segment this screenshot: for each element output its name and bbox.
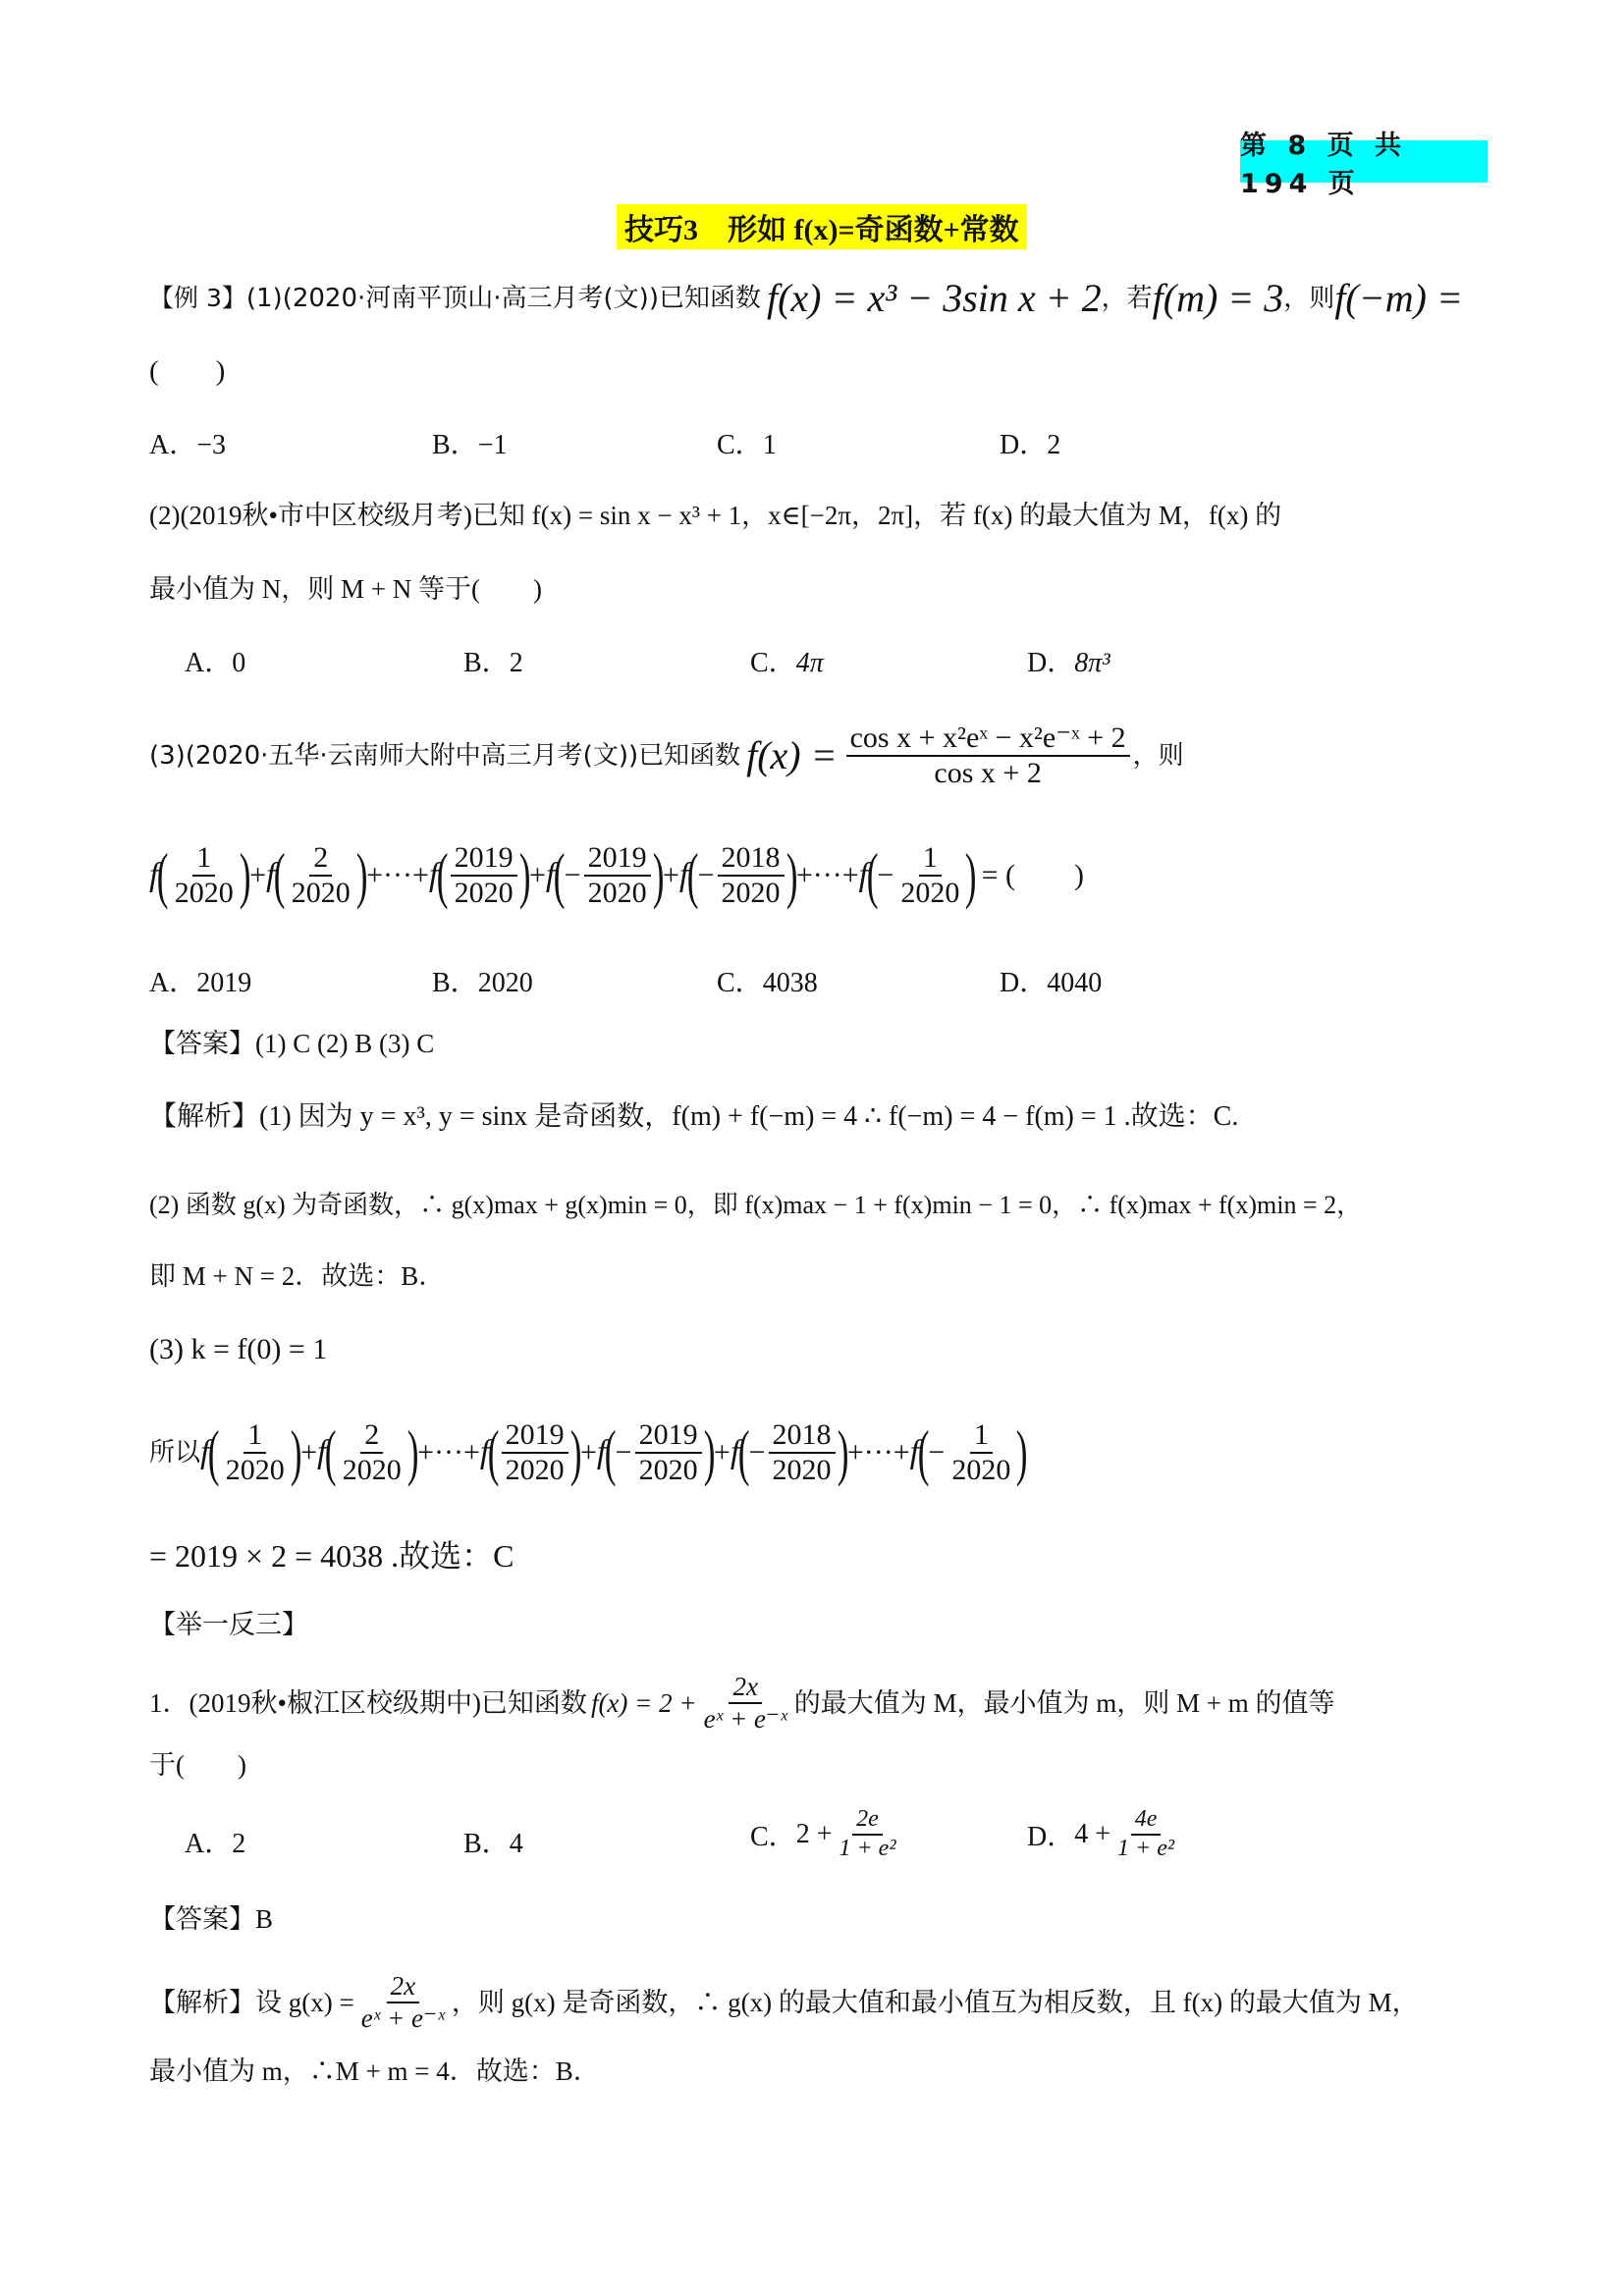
analysis-part3-result: = 2019 × 2 = 4038 .故选：C	[149, 1538, 514, 1574]
q2-option-a: A．0	[185, 648, 246, 678]
analysis-part2-line1: (2) 函数 g(x) 为奇函数，∴ g(x)max + g(x)min = 0，即 f(x)max − 1 + f(x)min − 1 = 0，∴ f(x)max + f(x)min = 2，	[149, 1191, 1363, 1219]
q2-stem-line2: 最小值为 N，则 M + N 等于( )	[149, 574, 542, 604]
q2-option-c: C．4π	[750, 648, 824, 678]
practice-option-c: C． 2 + $\frac{2e}{\text{1 + e²}}$	[750, 1806, 896, 1861]
practice-q1-stem: 1．(2019秋•椒江区校级期中)已知函数 f(x) = 2 + $\frac{2x}{\text{eˣ + e⁻ˣ}}$ 的最大值为 M，最小值为 m，则 M + m 的值等	[149, 1671, 1335, 1734]
q3-option-b: B．2020	[432, 968, 533, 998]
practice-q1-line2: 于( )	[149, 1750, 246, 1780]
example-q1-stem	[149, 276, 1463, 320]
q3-stem: (3)(2020·五华·云南师大附中高三月考(文))已知函数 f(x) = $\frac{\text{cos x + x²eˣ − x²e⁻ˣ + 2}}{\text{cos x + 2}}$ ，则	[149, 721, 1184, 789]
answer-blank: ( )	[149, 355, 226, 387]
analysis-part3-line1: (3) k = f(0) = 1	[149, 1333, 328, 1365]
q3-option-c: C．4038	[717, 968, 818, 998]
q1-option-b: B．−1	[432, 430, 508, 460]
practice-option-a: A．2	[185, 1829, 246, 1859]
practice-answer: 【答案】B	[149, 1904, 274, 1934]
q1-mid2: ，则	[1283, 284, 1335, 313]
q1-ask: f(−m) =	[1334, 276, 1463, 320]
practice-analysis-line1: 【解析】设 g(x) = $\frac{2x}{\text{eˣ + e⁻ˣ}}$ ，则 g(x) 是奇函数，∴ g(x) 的最大值和最小值互为相反数，且 f(x) 的最大值为 M，	[149, 1970, 1419, 2033]
q3-option-a: A．2019	[149, 968, 252, 998]
q1-cond: f(m) = 3	[1152, 276, 1284, 320]
q2-stem-line1: (2)(2019秋•市中区校级月考)已知 f(x) = sin x − x³ + 1，x∈[−2π，2π]，若 f(x) 的最大值为 M，f(x) 的	[149, 501, 1282, 530]
q3-fraction: $\frac{\text{cos x + x²eˣ − x²e⁻ˣ + 2}}{\text{cos x + 2}}$	[846, 721, 1130, 791]
q1-option-a: A．−3	[149, 430, 227, 460]
q3-sum-expression: f ( $\frac{1}{2020}$ ) + f ( $\frac{2}{2020}$ ) +···+ f ( $\frac{2019}{2020}$ ) + f ( − $\frac{2019}{2020}$ ) + f ( − $\frac{2018}{2020}$ ) +···+ f ( − $\frac{1}{2020}$ ) = ( )	[149, 840, 1085, 910]
q1-mid: ，若	[1101, 284, 1153, 313]
q1-option-d: D．2	[1000, 430, 1061, 460]
example-answer: 【答案】(1) C (2) B (3) C	[149, 1029, 435, 1058]
q3-option-d: D．4040	[1000, 968, 1103, 998]
q1-prefix: (1)(2020·河南平顶山·高三月考(文))已知函数	[245, 284, 761, 313]
analysis-part3-sum: 所以 f ( $\frac{1}{2020}$ ) + f ( $\frac{2}{2020}$ ) +···+ f ( $\frac{2019}{2020}$ ) + f ( − $\frac{2019}{2020}$ ) + f ( − $\frac{2018}{2020}$ ) +···+ f ( − $\frac{1}{2020}$ )	[149, 1417, 1028, 1487]
practice-analysis-line2: 最小值为 m，∴M + m = 4．故选：B．	[149, 2056, 600, 2086]
analysis-part2-line2: 即 M + N = 2．故选：B．	[149, 1261, 446, 1291]
page-indicator: 第 8 页 共 194 页	[1240, 140, 1488, 183]
analysis-part1: 【解析】(1) 因为 y = x³, y = sinx 是奇函数，f(m) + f(−m) = 4 ∴ f(−m) = 4 − f(m) = 1 .故选：C.	[149, 1101, 1239, 1132]
practice-heading: 【举一反三】	[149, 1610, 308, 1639]
q1-blank	[149, 351, 225, 391]
q1-option-c: C．1	[717, 430, 777, 460]
example-label: 【例 3】	[149, 284, 246, 312]
practice-option-b: B．4	[463, 1829, 523, 1859]
section-title: 技巧3 形如 f(x)=奇函数+常数	[617, 204, 1027, 249]
q2-option-d: D．8π³	[1027, 648, 1110, 678]
q2-option-b: B．2	[463, 648, 523, 678]
q1-formula: f(x) = x³ − 3sin x + 2	[766, 276, 1102, 320]
practice-option-d: D． 4 + $\frac{4e}{\text{1 + e²}}$	[1027, 1806, 1175, 1861]
